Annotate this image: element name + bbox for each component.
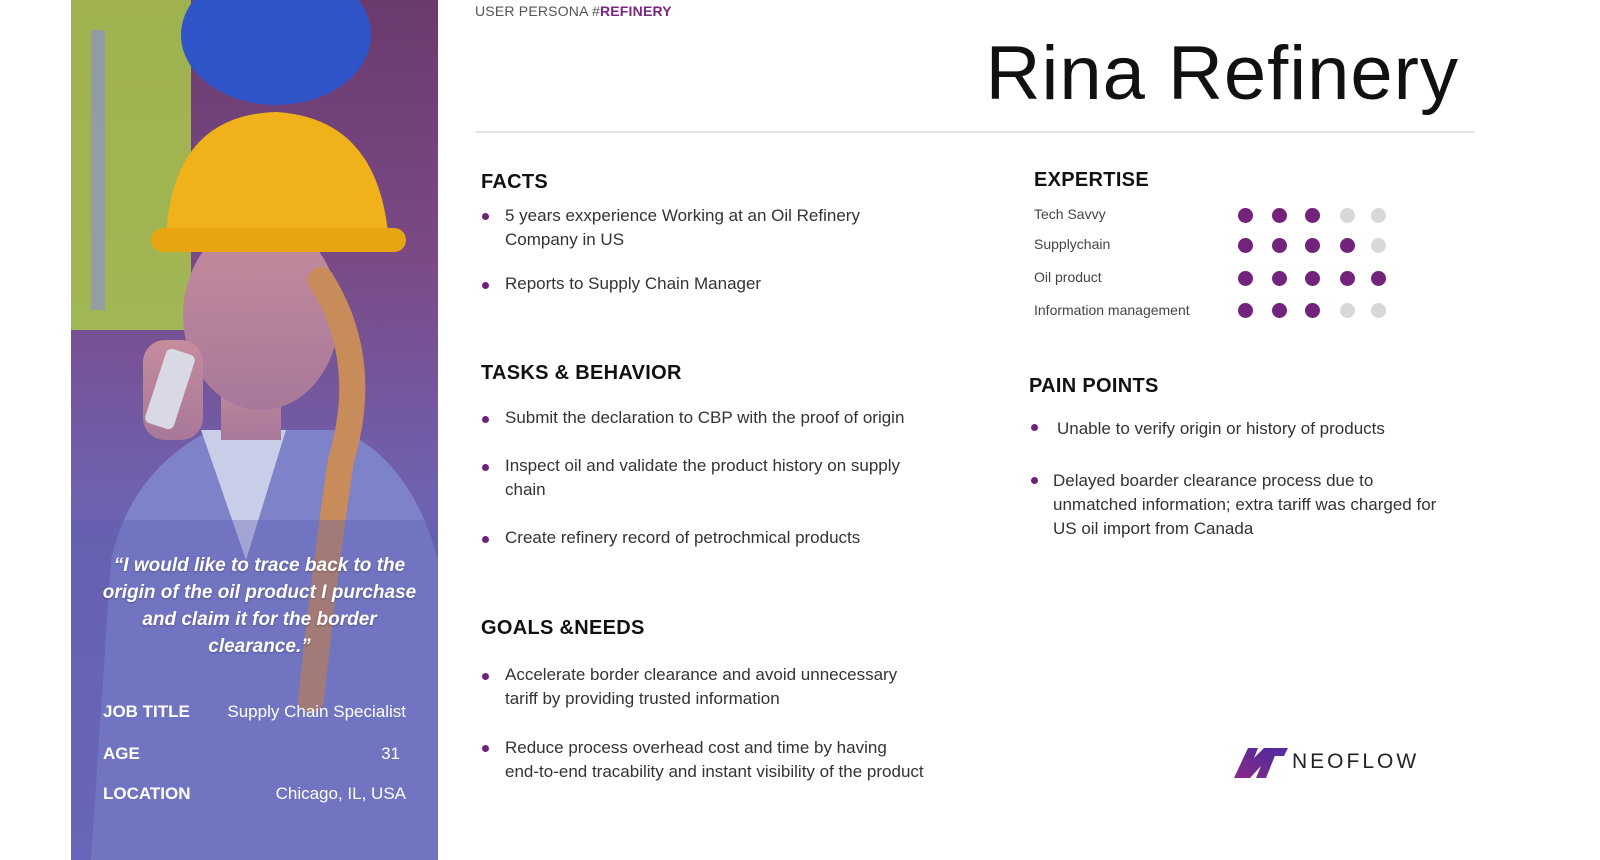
neoflow-logo <box>1234 744 1424 780</box>
goals-item: Reduce process overhead cost and time by having end-to-end tracability and instant visibility of the product <box>505 738 924 781</box>
tasks-item: Inspect oil and validate the product history on supply chain <box>505 456 901 499</box>
tasks-heading: TASKS & BEHAVIOR <box>481 362 682 384</box>
persona-quote: “I would like to trace back to the origin of the oil product I purchase and claim it for the border clearance.” <box>102 555 417 657</box>
rating-dot-filled <box>1340 238 1355 253</box>
rating-dot-empty <box>1371 238 1386 253</box>
neoflow-logo-icon <box>1234 744 1290 780</box>
rating-dot-filled <box>1238 238 1253 253</box>
persona-photo <box>71 0 438 860</box>
bullet-icon <box>482 673 489 680</box>
rating-dot-empty <box>1340 208 1355 223</box>
rating-dot-filled <box>1340 271 1355 286</box>
bullet-icon <box>482 416 489 423</box>
bullet-icon <box>482 213 489 220</box>
persona-tag-highlight: REFINERY <box>599 3 672 19</box>
rating-dot-filled <box>1272 303 1287 318</box>
tasks-item: Create refinery record of petrochmical products <box>505 528 861 547</box>
pain-point-item: Delayed boarder clearance process due to unmatched information; extra tariff was charged for US oil import from Canada <box>1053 471 1437 538</box>
persona-tag-prefix: USER PERSONA # <box>475 3 600 19</box>
rating-dot-filled <box>1238 303 1253 318</box>
bullet-icon <box>1031 424 1038 431</box>
persona-tag <box>475 3 672 19</box>
expertise-label: Oil product <box>1034 269 1102 285</box>
goals-item: Accelerate border clearance and avoid unnecessary tariff by providing trusted information <box>505 665 898 708</box>
expertise-label: Information management <box>1034 302 1190 318</box>
job-title-label: JOB TITLE <box>103 702 190 721</box>
goals-heading: GOALS &NEEDS <box>481 617 645 639</box>
header-divider <box>476 131 1474 133</box>
pain-point-item: Unable to verify origin or history of products <box>1057 419 1385 438</box>
location-label: LOCATION <box>103 784 191 803</box>
bullet-icon <box>1031 477 1038 484</box>
age-label: AGE <box>103 744 140 763</box>
persona-photo-panel <box>71 0 438 860</box>
bullet-icon <box>482 745 489 752</box>
bullet-icon <box>482 282 489 289</box>
neoflow-logo-text: NEOFLOW <box>1292 750 1420 773</box>
rating-dot-filled <box>1305 238 1320 253</box>
location-value: Chicago, IL, USA <box>275 784 406 803</box>
rating-dot-filled <box>1305 208 1320 223</box>
rating-dot-filled <box>1238 208 1253 223</box>
tasks-item: Submit the declaration to CBP with the proof of origin <box>505 408 905 427</box>
expertise-label: Supplychain <box>1034 236 1111 252</box>
rating-dot-empty <box>1371 303 1386 318</box>
facts-heading: FACTS <box>481 171 549 193</box>
persona-name: Rina Refinery <box>985 31 1459 116</box>
rating-dot-empty <box>1371 208 1386 223</box>
pain-points-heading: PAIN POINTS <box>1029 375 1159 397</box>
rating-dot-filled <box>1238 271 1253 286</box>
expertise-label: Tech Savvy <box>1034 206 1106 222</box>
location-row <box>103 784 406 808</box>
rating-dot-filled <box>1305 303 1320 318</box>
rating-dot-filled <box>1371 271 1386 286</box>
expertise-heading: EXPERTISE <box>1034 169 1149 191</box>
age-value: 31 <box>381 744 400 763</box>
rating-dot-filled <box>1272 238 1287 253</box>
rating-dot-filled <box>1272 271 1287 286</box>
bullet-icon <box>482 536 489 543</box>
job-title-value: Supply Chain Specialist <box>227 702 406 721</box>
age-row <box>103 744 406 768</box>
rating-dot-filled <box>1272 208 1287 223</box>
rating-dot-filled <box>1305 271 1320 286</box>
bullet-icon <box>482 464 489 471</box>
facts-item: 5 years exxperience Working at an Oil Refinery Company in US <box>505 206 860 249</box>
job-title-row <box>103 702 406 726</box>
rating-dot-empty <box>1340 303 1355 318</box>
facts-item: Reports to Supply Chain Manager <box>505 274 762 293</box>
